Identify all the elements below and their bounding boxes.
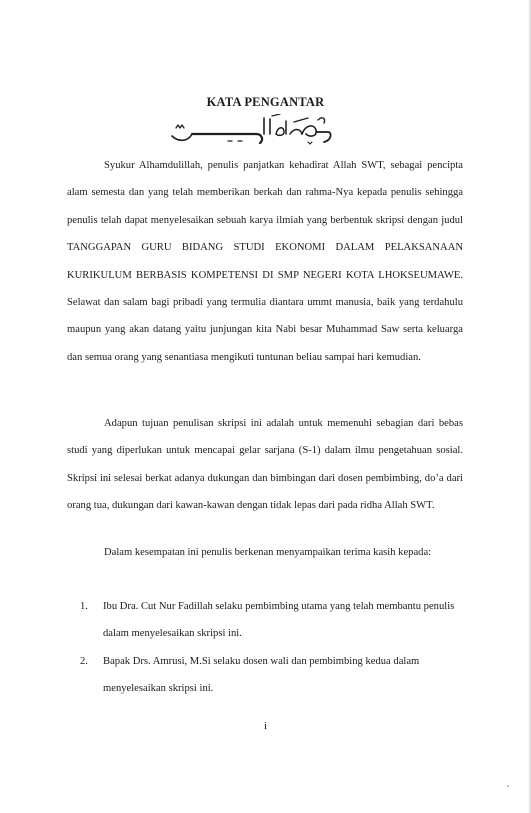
paragraph-text: Adapun tujuan penulisan skripsi ini adalah untuk memenuhi sebagian dari bebas studi yang diperlukan untuk mencapai gelar sarjana (S-1) dalam ilmu pengetahuan sosial. Skripsi ini selesai berkat adanya dukungan dan bimbingan dari dosen pembimbing, do’a dari orang tua, dukungan dari kawan-kawan dengan tidak lepas dari pada ridha Allah SWT.	[67, 418, 463, 512]
list-item	[80, 648, 463, 703]
list-item-number: 1.	[80, 601, 88, 612]
paragraph-purpose	[67, 410, 463, 520]
paragraph-text: Syukur Alhamdulillah, penulis panjatkan kehadirat Allah SWT, sebagai pencipta alam semesta dan yang telah memberikan berkah dan rahma-Nya kepada penulis sehingga penulis telah dapat menyelesaikan sebuah karya ilmiah yang berbentuk skripsi dengan judul TANGGAPAN GURU BIDANG STUDI EKONOMI DALAM PELAKSANAAN KURIKULUM BERBASIS KOMPETENSI DI SMP NEGERI KOTA LHOKSEUMAWE. Selawat dan salam bagi pribadi yang termulia diantara ummt manusia, baik yang terdahulu maupun yang akan datang yaitu junjungan kita Nabi besar Muhammad Saw serta keluarga dan semua orang yang senantiasa mengikuti tuntunan beliau sampai hari kemudian.	[67, 160, 463, 363]
acknowledgement-list	[80, 593, 463, 703]
list-item	[80, 593, 463, 648]
paragraph-opening	[67, 152, 463, 371]
list-item-text: Bapak Drs. Amrusi, M.Si selaku dosen wali dan pembimbing kedua dalam menyelesaikan skripsi ini.	[103, 655, 420, 695]
list-item-text: Ibu Dra. Cut Nur Fadillah selaku pembimbing utama yang telah membantu penulis dalam menyelesaikan skripsi ini.	[103, 601, 455, 640]
basmalah-calligraphy	[168, 114, 334, 148]
list-item-number: 2.	[80, 655, 88, 667]
paragraph-thanks-intro	[67, 539, 463, 566]
scan-speck	[507, 785, 509, 787]
page-number: i	[263, 720, 268, 732]
paragraph-text: Dalam kesempatan ini penulis berkenan menyampaikan terima kasih kepada:	[104, 547, 432, 558]
page-title: KATA PENGANTAR	[206, 95, 325, 109]
